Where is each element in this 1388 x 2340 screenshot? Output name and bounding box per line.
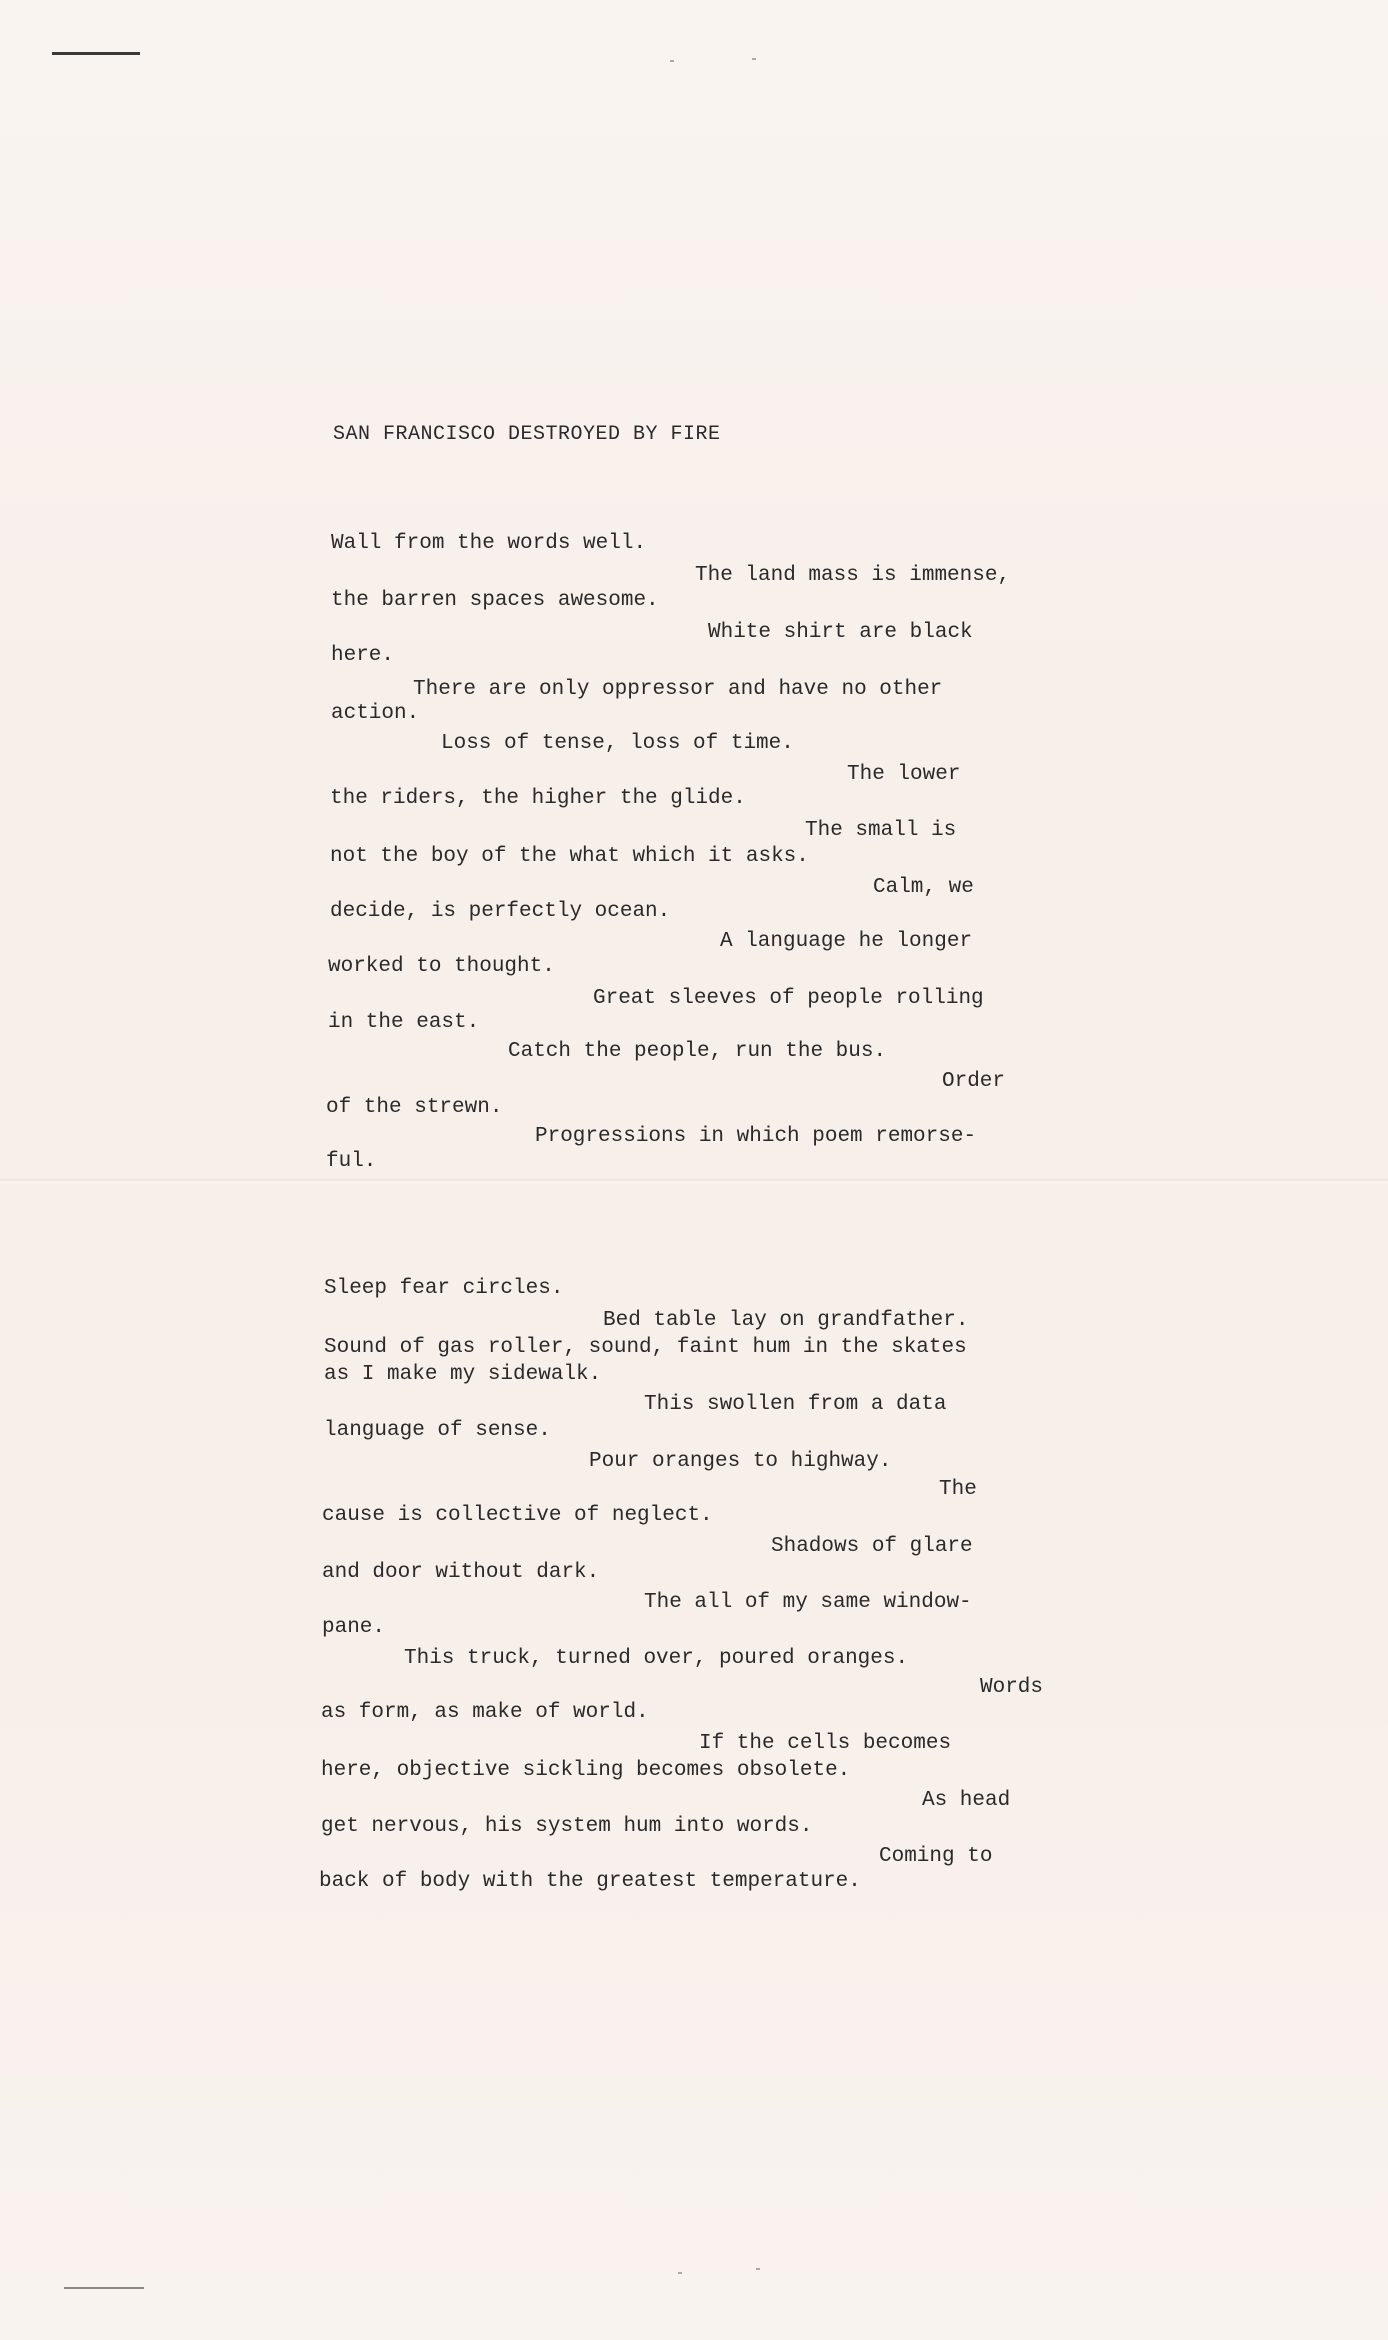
poem-title: SAN FRANCISCO DESTROYED BY FIRE — [333, 423, 721, 446]
poem-line: This truck, turned over, poured oranges. — [404, 1647, 909, 1670]
poem-line: White shirt are black — [708, 621, 973, 644]
poem-line: language of sense. — [324, 1419, 551, 1442]
paper-speck — [756, 2268, 760, 2270]
poem-line: The land mass is immense, — [695, 564, 1011, 587]
poem-line: There are only oppressor and have no other — [413, 678, 943, 701]
poem-line: and door without dark. — [322, 1561, 600, 1584]
poem-line: Calm, we — [873, 876, 974, 899]
poem-line: If the cells becomes — [699, 1732, 952, 1755]
poem-line: Bed table lay on grandfather. — [603, 1309, 969, 1332]
poem-line: worked to thought. — [328, 955, 555, 978]
poem-line: action. — [331, 702, 420, 725]
poem-line: Coming to — [879, 1845, 993, 1868]
poem-line: Catch the people, run the bus. — [508, 1040, 887, 1063]
poem-line: Pour oranges to highway. — [589, 1450, 892, 1473]
poem-line: The all of my same window- — [644, 1591, 972, 1614]
paper-speck — [678, 2272, 682, 2274]
poem-line: This swollen from a data — [644, 1393, 947, 1416]
poem-line: A language he longer — [720, 930, 973, 953]
paper-speck — [752, 58, 756, 60]
poem-line: Wall from the words well. — [331, 532, 647, 555]
poem-line: Sleep fear circles. — [324, 1277, 564, 1300]
poem-line: get nervous, his system hum into words. — [321, 1815, 813, 1838]
poem-line: in the east. — [328, 1011, 480, 1034]
poem-line: pane. — [322, 1616, 386, 1639]
poem-line: here, objective sickling becomes obsolete. — [321, 1759, 851, 1782]
poem-line: Loss of tense, loss of time. — [441, 732, 794, 755]
poem-line: cause is collective of neglect. — [322, 1504, 713, 1527]
poem-line: Words — [980, 1676, 1044, 1699]
poem-line: the barren spaces awesome. — [331, 589, 659, 612]
poem-line: as form, as make of world. — [321, 1701, 649, 1724]
poem-line: The — [939, 1478, 977, 1501]
poem-line: the riders, the higher the glide. — [330, 787, 746, 810]
corner-mark-top — [52, 52, 140, 55]
poem-line: Great sleeves of people rolling — [593, 987, 984, 1010]
corner-mark-bottom — [64, 2287, 144, 2289]
poem-line: decide, is perfectly ocean. — [330, 900, 671, 923]
poem-line: back of body with the greatest temperature. — [319, 1870, 861, 1893]
page-fold-crease — [0, 1178, 1388, 1184]
poem-line: Progressions in which poem remorse- — [535, 1125, 977, 1148]
poem-line: Order — [942, 1070, 1006, 1093]
poem-line: of the strewn. — [326, 1096, 503, 1119]
poem-line: here. — [331, 644, 395, 667]
poem-line: ful. — [326, 1150, 377, 1173]
poem-line: not the boy of the what which it asks. — [330, 845, 809, 868]
poem-line: as I make my sidewalk. — [324, 1363, 602, 1386]
poem-line: As head — [922, 1789, 1011, 1812]
poem-line: The small is — [805, 819, 957, 842]
paper-speck — [670, 60, 674, 62]
poem-line: Shadows of glare — [771, 1535, 973, 1558]
poem-line: Sound of gas roller, sound, faint hum in the skates — [324, 1336, 967, 1359]
poem-line: The lower — [847, 763, 961, 786]
